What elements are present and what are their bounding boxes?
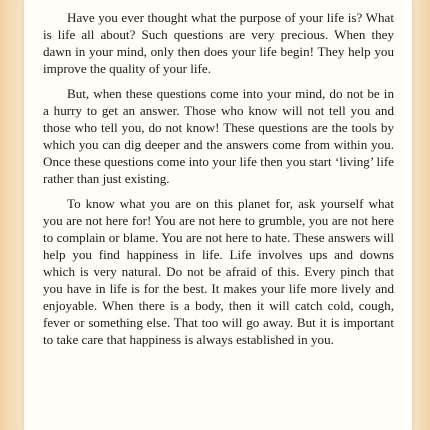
book-page (24, 0, 412, 430)
paragraph-3: To know what you are on this planet for, ask yourself what you are not here for! You are not here to grumble, you are not here to complain or blame. You are not here to hate. These answers will help you find happiness in life. Life involves ups and downs which is very natural. Do not be afraid of this. Every pinch that you have in life is for the best. It makes your life more lively and enjoyable. When there is a body, then it will catch cold, cough, fever or something else. That too will go away. But it is important to take care that happiness is always established in you. (43, 196, 394, 347)
paragraph-1: Have you ever thought what the purpose of your life is? What is life all about? Such questions are very precious. When they dawn in your mind, only then does your life begin! They help you improve the quality of your life. (43, 10, 394, 76)
paragraph-2: But, when these questions come into your mind, do not be in a hurry to get an answer. Those who know will not tell you and those who tell you, do not know! These questions are the tools by which you can dig deeper and the answers come from within you. Once these questions come into your life then you start ‘living’ life rather than just existing. (43, 86, 394, 186)
body-text (43, 9, 394, 356)
decorative-border-right (412, 0, 430, 430)
decorative-border-left (0, 0, 24, 430)
